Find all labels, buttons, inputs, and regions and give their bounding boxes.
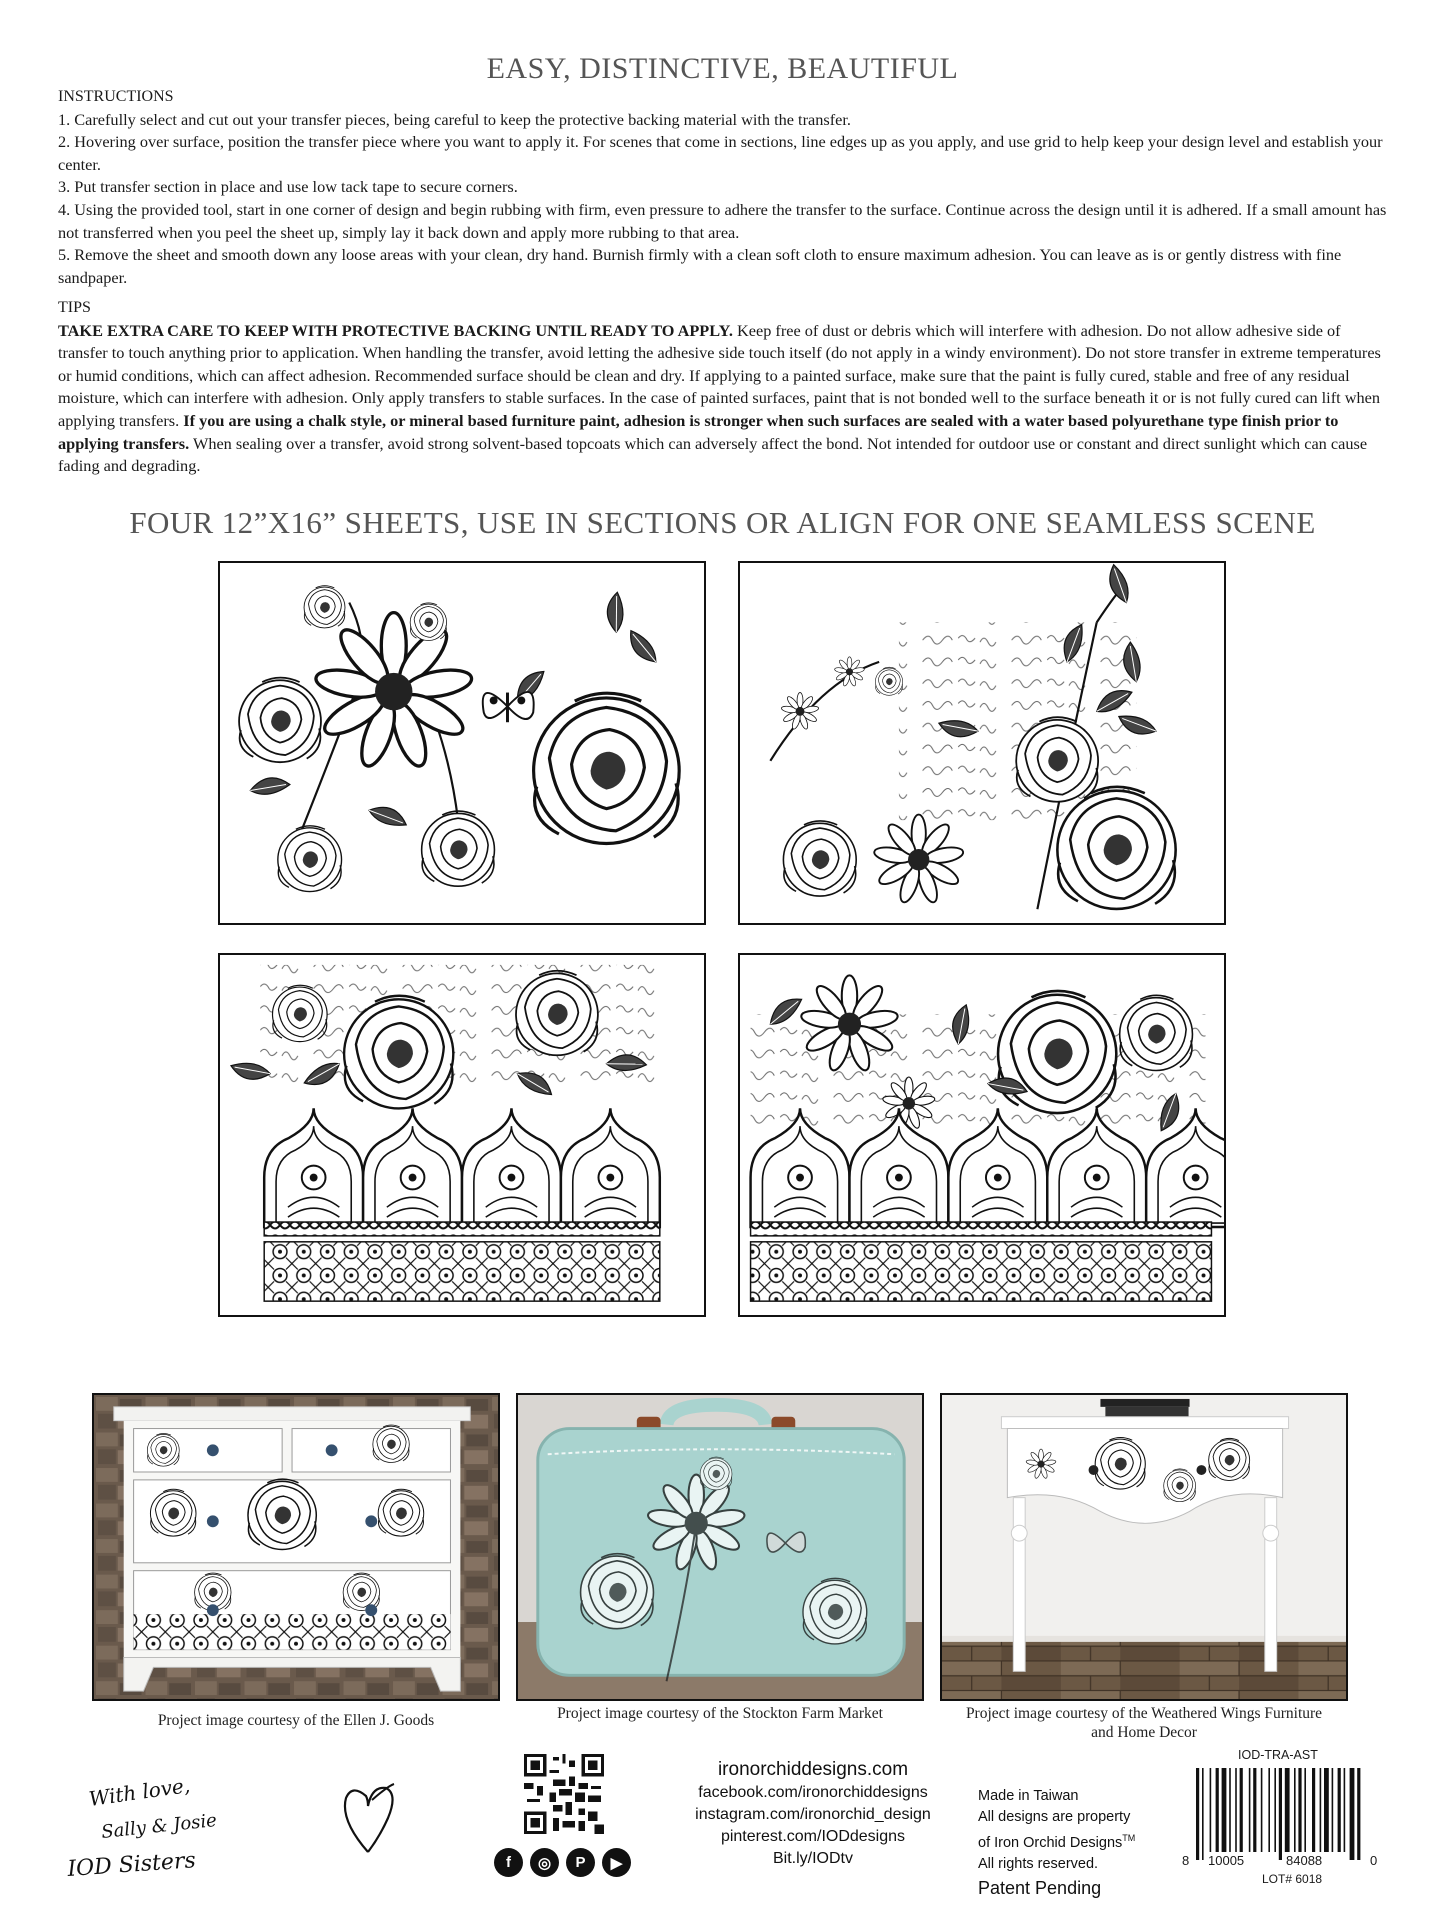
transfer-sheet-4-daisy-border [738, 953, 1226, 1317]
barcode-bar [1261, 1768, 1263, 1852]
contact-links [668, 1758, 958, 1870]
barcode-bar [1235, 1768, 1237, 1852]
instagram-link[interactable]: instagram.com/ironorchid_design [695, 1806, 931, 1823]
barcode-bar [1253, 1768, 1256, 1852]
facebook-icon[interactable]: f [494, 1848, 523, 1877]
barcode-bar [1285, 1768, 1290, 1852]
project-photo-console-table [940, 1393, 1348, 1701]
signature-line-3: IOD Sisters [66, 1848, 197, 1882]
signature-line-2: Sally & Josie [100, 1809, 218, 1843]
caption-ellen-j-goods: Project image courtesy of the Ellen J. Goods [157, 1712, 435, 1729]
instruction-step-2: 2. Hovering over surface, position the transfer piece where you want to apply it. For scenes that come in sections, line edges up as you apply, and use grid to help keep your design level and establish your center. [58, 132, 1383, 174]
barcode-bar [1338, 1768, 1341, 1852]
barcode-bar [1249, 1768, 1251, 1852]
pinterest-link[interactable]: pinterest.com/IODdesigns [720, 1828, 906, 1845]
barcode-bar [1320, 1768, 1322, 1852]
tips-text-1: Keep free of dust or debris which will interfere with adhesion. Do not allow adhesive side of transfer to touch anything prior to application. When handling the transfer, avoid letting the adhesive side touch itself (do not apply in a windy environment). Do not store transfer in extreme temperatures or humid conditions, which can affect adhesion. Recommended surface should be clean and dry. If applying to a painted surface, make sure that the paint is fully cured, stable and free of any residual moisture, which can interfere with adhesion. Only apply transfers to stable surfaces. In the case of painted surfaces, paint that is not bonded well to the surface beneath it or is not fully cured can lift when applying transfers. [58, 320, 1381, 430]
instagram-icon[interactable]: ◎ [530, 1848, 559, 1877]
tips-label: TIPS [58, 299, 91, 316]
transfer-sheet-1-floral-butterfly [218, 561, 706, 925]
barcode-bar [1298, 1768, 1301, 1852]
website-link[interactable]: ironorchiddesigns.com [717, 1759, 909, 1780]
rights-line-1: All designs are property [978, 1809, 1131, 1825]
heart-doodle-icon [338, 1780, 398, 1860]
barcode-bar [1222, 1768, 1227, 1852]
barcode-bar [1312, 1768, 1315, 1852]
youtube-icon[interactable]: ▶ [602, 1848, 631, 1877]
barcode-bar [1240, 1768, 1243, 1852]
barcode-bar [1304, 1768, 1306, 1852]
barcode-bar [1229, 1768, 1231, 1852]
barcode-bar [1202, 1768, 1204, 1860]
barcode-bar [1324, 1768, 1329, 1852]
barcode-digits-left: 10005 [1208, 1853, 1245, 1868]
tips-paragraph [58, 320, 1393, 478]
barcode-bar [1274, 1768, 1276, 1852]
barcode-digits-right: 84088 [1286, 1853, 1323, 1868]
rights-line-2: of Iron Orchid Designs™ [978, 1833, 1136, 1851]
barcode-bar [1294, 1768, 1296, 1852]
barcode-digit-check: 0 [1370, 1853, 1378, 1868]
pinterest-icon[interactable]: P [566, 1848, 595, 1877]
instructions-section [58, 86, 1393, 289]
lot-number: LOT# 6018 [1262, 1872, 1323, 1886]
instructions-label: INSTRUCTIONS [58, 88, 174, 105]
tips-bold-paint: If you are using a chalk style, or mineral based furniture paint, adhesion is stronger when such surfaces are sealed with a water based polyurethane type finish prior to applying transfers. [58, 410, 1339, 453]
legal-info [978, 1786, 1178, 1899]
barcode-bar [1332, 1768, 1334, 1852]
barcode-bar [1268, 1768, 1270, 1852]
barcode-bar [1196, 1768, 1199, 1860]
project-photo-suitcase [516, 1393, 924, 1701]
barcode-bar [1210, 1768, 1212, 1852]
instruction-step-1: 1. Carefully select and cut out your transfer pieces, being careful to keep the protective backing material with the transfer. [58, 109, 851, 129]
page-heading: EASY, DISTINCTIVE, BEAUTIFUL [486, 52, 959, 85]
rights-line-3: All rights reserved. [978, 1855, 1099, 1872]
transfer-sheet-2-floral-script [738, 561, 1226, 925]
barcode-digit-lead: 8 [1182, 1853, 1190, 1868]
facebook-link[interactable]: facebook.com/ironorchiddesigns [698, 1784, 928, 1801]
instruction-step-3: 3. Put transfer section in place and use low tack tape to secure corners. [58, 177, 518, 197]
signature [62, 1778, 242, 1888]
tips-bold-warning: TAKE EXTRA CARE TO KEEP WITH PROTECTIVE BACKING UNTIL READY TO APPLY. [58, 320, 733, 340]
sku-code: IOD-TRA-AST [1238, 1748, 1318, 1762]
caption-stockton-farm-market: Project image courtesy of the Stockton Farm Market [557, 1705, 883, 1722]
tips-text-2: When sealing over a transfer, avoid strong solvent-based topcoats which can adversely affect the bond. Not intended for outdoor use or constant and direct sunlight which can cause fading and degrading. [58, 433, 1368, 476]
sheets-heading: FOUR 12”X16” SHEETS, USE IN SECTIONS OR ALIGN FOR ONE SEAMLESS SCENE [129, 505, 1316, 540]
barcode-bar [1279, 1768, 1282, 1860]
trademark-symbol: TM [1122, 1833, 1136, 1843]
caption-weathered-wings: Project image courtesy of the Weathered Wings Furniture and Home Decor [965, 1705, 1323, 1741]
instruction-step-5: 5. Remove the sheet and smooth down any loose areas with your clean, dry hand. Burnish firmly with a clean soft cloth to ensure maximum adhesion. You can leave as is or gently distress with fine sandpaper. [58, 245, 1342, 287]
barcode-bar [1216, 1768, 1219, 1852]
transfer-sheet-3-rose-border [218, 953, 706, 1317]
made-in: Made in Taiwan [978, 1788, 1079, 1804]
barcode-bar [1350, 1768, 1355, 1860]
barcode-bar [1344, 1768, 1346, 1852]
tips-section [58, 297, 1393, 478]
project-photo-dresser [92, 1393, 500, 1701]
qr-code-icon[interactable] [524, 1754, 604, 1834]
youtube-link[interactable]: Bit.ly/IODtv [772, 1850, 853, 1867]
social-icons [494, 1848, 631, 1877]
barcode-bar [1357, 1768, 1360, 1860]
instruction-step-4: 4. Using the provided tool, start in one corner of design and begin rubbing with firm, even pressure to adhere the transfer to the surface. Continue across the design until it is adhered. If a small amount has not transferred when you peel the sheet up, simply lay it back down and apply more rubbing to that area. [58, 199, 1387, 242]
signature-line-1: With love, [87, 1778, 192, 1811]
patent-pending: Patent Pending [978, 1877, 1102, 1898]
